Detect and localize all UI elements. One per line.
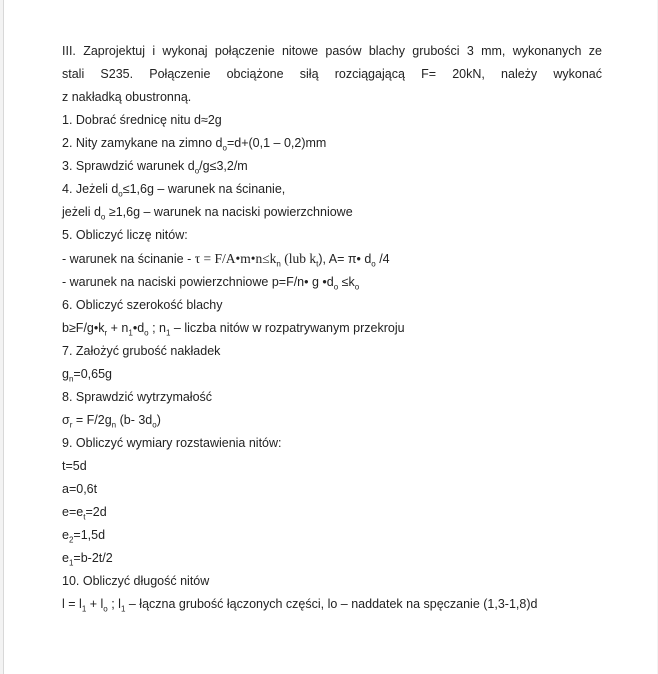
- step-7: 7. Założyć grubość nakładek: [62, 344, 221, 358]
- step-10-formula: $l = l_1 + l_o$ ; $l_1$ – łączna grubość łączonych części, lo – naddatek na spęczanie (1,3-1,8)d: [62, 597, 538, 614]
- step-6-formula: $b\ge F/g•k_r$ + $n_1•d_o$ ; $n_1$ – liczba nitów w rozpatrywanym przekroju: [62, 321, 405, 338]
- step-4-alt: jeżeli $d_o \ge 1,6g$ – warunek na naciski powierzchniowe: [62, 205, 353, 222]
- formula-e1: $e_1=b-2t/2$: [62, 551, 113, 568]
- step-2: 2. Nity zamykane na zimno $d_o=d+(0,1 - 0,2)mm$: [62, 136, 327, 153]
- formula-e: $e=e_t=2d$: [62, 505, 107, 522]
- step-5-shear: - warunek na ścinanie - $\tau = F/A•m•n\le k_n$ (lub $k_t$), A= π• $d_o$ /4: [62, 251, 390, 269]
- formula-e2: $e_2=1,5d$: [62, 528, 106, 545]
- step-6: 6. Obliczyć szerokość blachy: [62, 298, 223, 312]
- formula-a: a=0,6t: [62, 482, 98, 496]
- formula-t: t=5d: [62, 459, 87, 473]
- intro-line-2: stali S235. Połączenie obciążone siłą rozciągającą F= 20kN, należy wykonać: [62, 67, 602, 81]
- document-page: [3, 0, 657, 674]
- step-3: 3. Sprawdzić warunek $d_o/g\le 3,2/m$: [62, 159, 248, 176]
- document-content: [62, 40, 602, 616]
- step-10: 10. Obliczyć długość nitów: [62, 574, 210, 588]
- step-1: 1. Dobrać średnicę nitu d≈2g: [62, 113, 222, 127]
- step-8-formula: $\sigma_r = F/2g_n$ (b- $3d_o$): [62, 413, 161, 430]
- step-5-pressure: - warunek na naciski powierzchniowe p=F/n• g $•d_o \le k_o$: [62, 275, 360, 292]
- step-5: 5. Obliczyć liczę nitów:: [62, 228, 188, 242]
- intro-line-3: z nakładką obustronną.: [62, 90, 192, 104]
- step-4: 4. Jeżeli $d_o\le 1,6g$ – warunek na ścinanie,: [62, 182, 286, 199]
- step-9: 9. Obliczyć wymiary rozstawienia nitów:: [62, 436, 282, 450]
- step-7-formula: $g_n=0,65g$: [62, 367, 112, 384]
- step-8: 8. Sprawdzić wytrzymałość: [62, 390, 213, 404]
- intro-line-1: III. Zaprojektuj i wykonaj połączenie nitowe pasów blachy grubości 3 mm, wykonanych ze: [62, 44, 602, 58]
